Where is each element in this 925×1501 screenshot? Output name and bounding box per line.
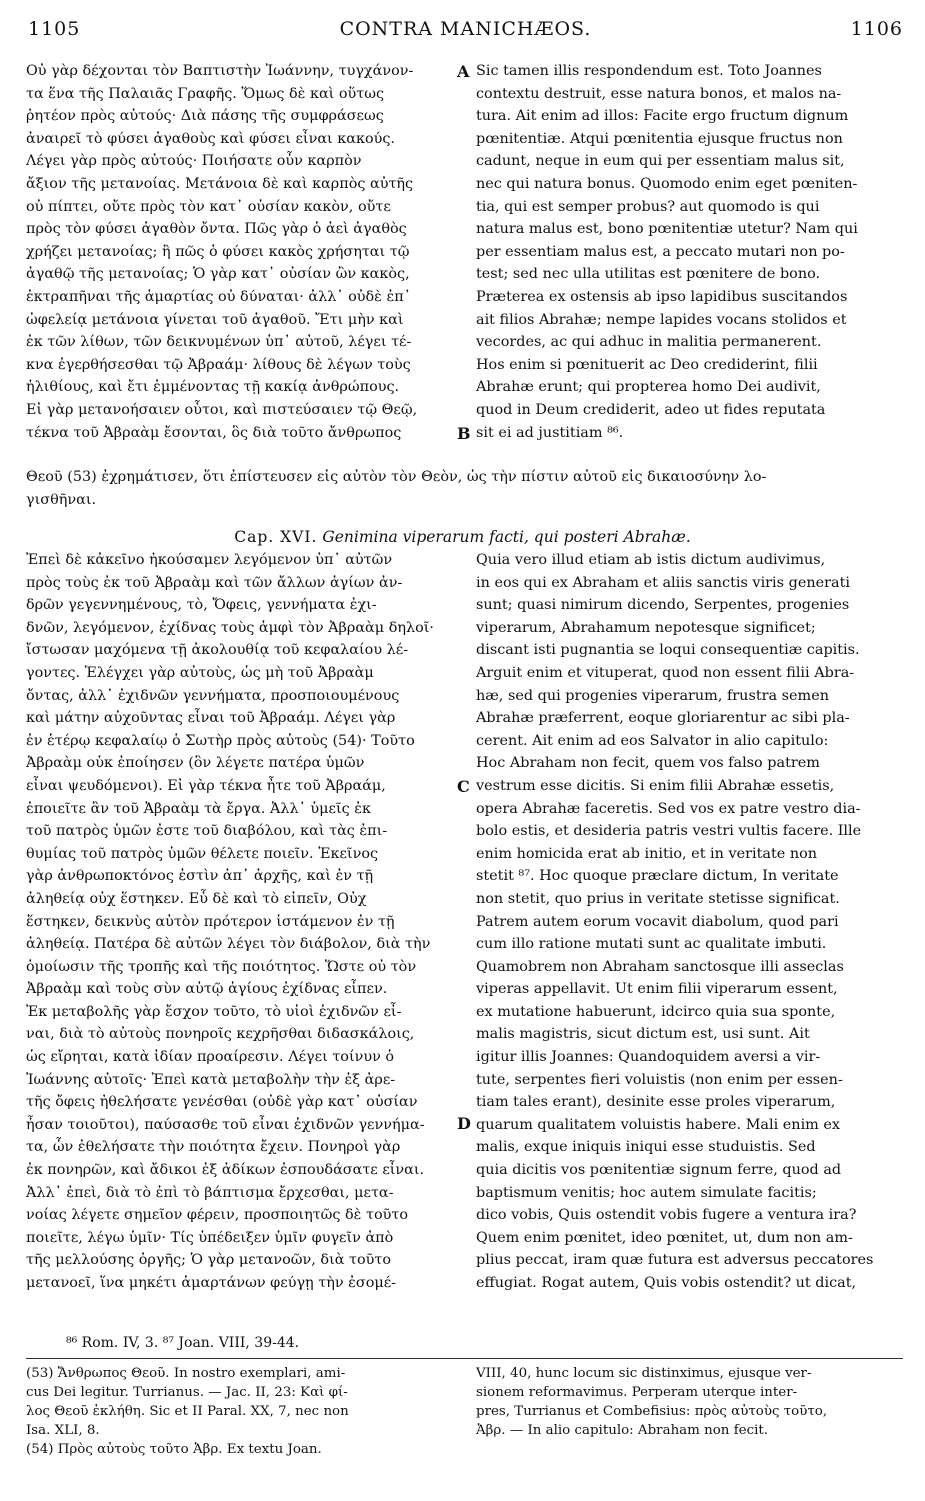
footnotes-right xyxy=(476,1364,903,1440)
text-line: Ἐπεὶ δὲ κἀκεῖνο ἠκούσαμεν λεγόμενον ὑπ᾽ αὐτῶν xyxy=(26,552,393,568)
text-line: μετανοεῖ, ἵνα μηκέτι ἁμαρτάνων φεύγῃ τὴν ἐσομέ- xyxy=(26,1275,397,1291)
text-line: ἐκ τῶν λίθων, τῶν δεικνυμένων ὑπ᾽ αὐτοῦ, λέγει τέ- xyxy=(26,334,412,351)
text-line: ποιεῖτε, λέγω ὑμῖν· Τίς ὑπέδειξεν ὑμῖν φυγεῖν ἀπὸ xyxy=(26,1229,394,1246)
text-line: Quamobrem non Abraham sanctosque illi asseclas xyxy=(476,958,844,975)
text-line: enim homicida erat ab initio, et in veritate non xyxy=(476,845,818,862)
margin-marker-c: C xyxy=(457,777,470,796)
text-line: pres, Turrianus et Combefisius: πρὸς αὐτοὺς τοῦτο, xyxy=(476,1404,828,1419)
text-line: sunt; quasi nimirum dicendo, Serpentes, progenies xyxy=(476,597,850,614)
text-line: Ἐκ μεταβολῆς γὰρ ἔσχον τοῦτο, τὸ υἱοὶ ἐχιδνῶν εἶ- xyxy=(26,1003,402,1020)
text-line: Præterea ex ostensis ab ipso lapidibus suscitandos xyxy=(476,288,848,305)
text-line: Λέγει γὰρ πρὸς αὐτούς· Ποιήσατε οὖν καρπὸν xyxy=(26,153,362,170)
text-line: ἄξιον τῆς μετανοίας. Μετάνοια δὲ καὶ καρπὸς αὐτῆς xyxy=(26,175,414,192)
text-line: opera Abrahæ faceretis. Sed vos ex patre vestro dia- xyxy=(476,800,861,817)
margin-marker-d: D xyxy=(457,1114,471,1133)
text-line: sit ei ad justitiam ⁸⁶. xyxy=(476,424,624,441)
text-line: sionem reformavimus. Perperam uterque inter- xyxy=(476,1385,798,1400)
text-line: γοντες. Ἐλέγχει γὰρ αὐτοὺς, ὡς μὴ τοῦ Ἀβραὰμ xyxy=(26,664,374,681)
text-line: (53) Ἄνθρωπος Θεοῦ. In nostro exemplari, ami- xyxy=(26,1366,346,1381)
text-line: ἀγαθῷ τῆς μετανοίας; Ὁ γὰρ κατ᾽ οὐσίαν ὢν κακὸς, xyxy=(26,266,410,283)
text-line: viperas appellavit. Ut enim filii viperarum essent, xyxy=(476,981,838,998)
text-line: ἐκ πονηρῶν, καὶ ἄδικοι ἐξ ἀδίκων ἐσπουδάσατε εἶναι. xyxy=(26,1162,425,1179)
text-line: ὠφελείᾳ μετάνοια γίνεται τοῦ ἀγαθοῦ. Ἔτι μὴν καὶ xyxy=(26,311,404,328)
chapter-number: Cap. XVI. xyxy=(234,528,318,546)
text-line: per essentiam malus est, a peccato mutari non po- xyxy=(476,243,845,260)
text-line: νοίας λέγετε σημεῖον φέρειν, προσποιητῶς δὲ τοῦτο xyxy=(26,1207,408,1224)
text-line: Εἰ γὰρ μετανοήσαιεν οὗτοι, καὶ πιστεύσαιεν τῷ Θεῷ, xyxy=(26,401,418,418)
text-line: ἦσαν τοιοῦτοι), παύσασθε τοῦ εἶναι ἐχιδνῶν γεννήμα- xyxy=(26,1116,425,1133)
text-line: ἕστηκεν, δεικνὺς αὐτὸν πρότερον ἱστάμενον ἐν τῇ xyxy=(26,913,395,930)
text-line: ex mutatione habuerunt, idcirco quia sua sponte, xyxy=(476,1003,836,1020)
text-line: ὄντας, ἀλλ᾽ ἐχιδνῶν γεννήματα, προσποιουμένους xyxy=(26,687,400,704)
text-line: Hos enim si pœnituerit ac Deo crediderint, filii xyxy=(476,356,818,373)
text-line: Quia vero illud etiam ab istis dictum audivimus, xyxy=(476,552,826,568)
latin-column-top xyxy=(476,60,903,444)
text-line: Quem enim pœnitet, ideo pœnitet, ut, dum non am- xyxy=(476,1229,853,1246)
text-line: in eos qui ex Abraham et aliis sanctis viris generati xyxy=(476,574,850,591)
text-line: πρὸς τὸν φύσει ἀγαθὸν ὄντα. Πῶς γὰρ ὁ ἀεὶ ἀγαθὸς xyxy=(26,221,407,238)
footnote-divider xyxy=(26,1358,903,1359)
text-line: hæ, sed qui progenies viperarum, frustra semen xyxy=(476,687,829,704)
text-line: Ἀβρ. — In alio capitulo: Abraham non fecit. xyxy=(476,1423,768,1438)
text-line: οὐ πίπτει, οὔτε πρὸς τὸν κατ᾽ οὐσίαν κακὸν, οὔτε xyxy=(26,198,391,215)
text-line: tia, qui est semper probus? aut quomodo is qui xyxy=(476,198,820,215)
chapter-title: Genimina viperarum facti, qui posteri Abrahæ. xyxy=(322,528,691,546)
text-line: malis magistris, sicut dictum est, usi sunt. Ait xyxy=(476,1026,810,1043)
footnotes-left xyxy=(26,1364,456,1459)
margin-marker-b: B xyxy=(457,424,471,443)
text-line: ἐν ἑτέρῳ κεφαλαίῳ ὁ Σωτὴρ πρὸς αὐτοὺς (54)· Τοῦτο xyxy=(26,732,415,749)
page-header xyxy=(28,18,903,48)
page-number-right: 1106 xyxy=(850,18,903,40)
text-line: Abrahæ præferrent, eoque gloriarentur ac sibi pla- xyxy=(476,710,850,727)
text-line: natura malus est, bono pœnitentiæ utetur? Nam qui xyxy=(476,221,858,238)
text-line: discant isti pugnantia se loqui consequentiæ capitis. xyxy=(476,642,860,659)
text-line: τῆς μελλούσης ὀργῆς; Ὁ γὰρ μετανοῶν, διὰ τοῦτο xyxy=(26,1252,392,1269)
text-line: τα, ὧν ἐθελήσατε τὴν ποιότητα ἔχειν. Πονηροὶ γὰρ xyxy=(26,1139,401,1156)
text-line: pœnitentiæ. Atqui pœnitentia ejusque fructus non xyxy=(476,130,843,147)
text-line: tura. Ait enim ad illos: Facite ergo fructum dignum xyxy=(476,108,849,125)
text-line: cus Dei legitur. Turrianus. — Jac. II, 23: Καὶ φί- xyxy=(26,1385,348,1400)
text-line: Patrem autem eorum vocavit diabolum, quod pari xyxy=(476,913,839,930)
text-line: ἐκτραπῆναι τῆς ἁμαρτίας οὐ δύναται· ἀλλ᾽ οὐδὲ ἐπ᾽ xyxy=(26,288,411,305)
text-line: ait filios Abrahæ; nempe lapides vocans stolidos et xyxy=(476,311,847,328)
text-line: τοῦ πατρὸς ὑμῶν ἐστε τοῦ διαβόλου, καὶ τὰς ἐπι- xyxy=(26,823,388,840)
text-line: Abrahæ erunt; qui propterea homo Dei audivit, xyxy=(476,379,821,396)
text-line: πρὸς τοὺς ἐκ τοῦ Ἀβραὰμ καὶ τῶν ἄλλων ἁγίων ἀν- xyxy=(26,574,403,591)
text-line: effugiat. Rogat autem, Quis vobis ostendit? ut dicat, xyxy=(476,1275,857,1291)
text-line: Arguit enim et vituperat, quod non essent filii Abra- xyxy=(476,664,855,681)
text-line: cerent. Ait enim ad eos Salvator in alio capitulo: xyxy=(476,732,829,749)
text-line: tute, serpentes fieri voluistis (non enim per essen- xyxy=(476,1071,843,1088)
greek-column-main xyxy=(26,549,454,1295)
text-line: tiam tales erant), desinite esse proles viperarum, xyxy=(476,1094,836,1111)
text-line: Hoc Abraham non fecit, quem vos falso patrem xyxy=(476,755,820,772)
text-line: λος Θεοῦ ἐκλήθη. Sic et II Paral. XX, 7, nec non xyxy=(26,1404,349,1419)
text-line: ἴστωσαν μαχόμενα τῇ ἀκολουθίᾳ τοῦ κεφαλαίου λέ- xyxy=(26,642,409,659)
text-line: ἐποιεῖτε ἂν τοῦ Ἀβραὰμ τὰ ἔργα. Ἀλλ᾽ ὑμεῖς ἐκ xyxy=(26,800,371,817)
text-line: quarum qualitatem voluistis habere. Mali enim ex xyxy=(476,1116,841,1133)
text-line: εἶναι ψευδόμενοι). Εἰ γὰρ τέκνα ἦτε τοῦ Ἀβραάμ, xyxy=(26,777,386,794)
margin-marker-a: A xyxy=(457,62,470,81)
text-line: Θεοῦ (53) ἐχρημάτισεν, ὅτι ἐπίστευσεν εἰς αὐτὸν τὸν Θεὸν, ὡς τὴν πίστιν αὐτοῦ εἰς δικαιοσύνην λο- xyxy=(26,469,767,485)
text-line: ἀληθείᾳ. Πατέρα δὲ αὐτῶν λέγει τὸν διάβολον, διὰ τὴν xyxy=(26,936,431,953)
text-line: χρήζει μετανοίας; ἢ πῶς ὁ φύσει κακὸς χρήσηται τῷ xyxy=(26,243,410,260)
greek-full-width-line xyxy=(26,466,903,511)
text-line: δνῶν, λεγόμενον, ἐχίδνας τοὺς ἀμφὶ τὸν Ἀβραὰμ δηλοῖ· xyxy=(26,619,434,636)
text-line: baptismum venitis; hoc autem simulate facitis; xyxy=(476,1184,817,1201)
running-title: CONTRA MANICHÆOS. xyxy=(339,18,592,40)
text-line: καὶ μάτην αὐχοῦντας εἶναι τοῦ Ἀβραάμ. Λέγει γὰρ xyxy=(26,710,396,727)
page-number-left: 1105 xyxy=(28,18,81,40)
text-line: bolo estis, et desideria patris vestri vultis facere. Ille xyxy=(476,823,862,840)
chapter-heading xyxy=(0,528,925,546)
greek-column-top xyxy=(26,60,454,444)
text-line: plius peccat, iram quæ futura est adversus peccatores xyxy=(476,1252,874,1269)
text-line: Ἀβραὰμ οὐκ ἐποίησεν (ὃν λέγετε πατέρα ὑμῶν xyxy=(26,755,365,772)
text-line: contextu destruit, esse natura bonos, et malos na- xyxy=(476,85,842,102)
text-line: Ἰωάννης αὐτοῖς· Ἐπεὶ κατὰ μεταβολὴν τὴν ἐξ ἀρε- xyxy=(26,1071,396,1088)
text-line: igitur illis Joannes: Quandoquidem aversi a vir- xyxy=(476,1049,821,1066)
text-line: (54) Πρὸς αὐτοὺς τοῦτο Ἀβρ. Ex textu Joan. xyxy=(26,1442,322,1457)
text-line: VIII, 40, hunc locum sic distinximus, ejusque ver- xyxy=(476,1366,812,1381)
text-line: malis, exque iniquis iniqui esse studuistis. Sed xyxy=(476,1139,816,1156)
text-line: γισθῆναι. xyxy=(26,491,97,508)
text-line: nec qui natura bonus. Quomodo enim eget pœniten- xyxy=(476,175,858,192)
text-line: ἠλιθίους, καὶ ἔτι ἐμμένοντας τῇ κακίᾳ ἀνθρώπους. xyxy=(26,379,400,396)
text-line: κνα ἐγερθήσεσθαι τῷ Ἀβραάμ· λίθους δὲ λέγων τοὺς xyxy=(26,356,411,373)
text-line: θυμίας τοῦ πατρὸς ὑμῶν θέλετε ποιεῖν. Ἐκεῖνος xyxy=(26,845,379,862)
text-line: δρῶν γεγεννημένους, τὸ, Ὄφεις, γεννήματα ἐχι- xyxy=(26,597,377,614)
text-line: Οὐ γὰρ δέχονται τὸν Βαπτιστὴν Ἰωάννην, τυγχάνον- xyxy=(26,63,414,79)
text-line: quia dicitis vos pœnitentiæ signum ferre, quod ad xyxy=(476,1162,842,1179)
text-line: Sic tamen illis respondendum est. Toto Joannes xyxy=(476,63,822,79)
text-line: vecordes, ac qui adhuc in malitia permanerent. xyxy=(476,334,822,351)
text-line: ἀληθείᾳ οὐχ ἕστηκεν. Εὖ δὲ καὶ τὸ εἰπεῖν, Οὐχ xyxy=(26,890,367,907)
text-line: Isa. XLI, 8. xyxy=(26,1423,100,1438)
text-line: τῆς ὄφεις ἠθελήσατε γενέσθαι (οὐδὲ γὰρ κατ᾽ οὐσίαν xyxy=(26,1094,418,1111)
text-line: ῥητέον πρὸς αὐτούς· Διὰ πάσης τῆς συμφράσεως xyxy=(26,108,384,125)
text-line: cum illo ratione mutati sunt ac qualitate imbuti. xyxy=(476,936,827,953)
text-line: τέκνα τοῦ Ἀβραὰμ ἔσονται, ὃς διὰ τοῦτο ἄνθρωπος xyxy=(26,424,402,441)
text-line: dico vobis, Quis ostendit vobis fugere a ventura ira? xyxy=(476,1207,857,1224)
text-line: vestrum esse dicitis. Si enim filii Abrahæ essetis, xyxy=(476,777,835,794)
text-line: cadunt, neque in eum qui per essentiam malus sit, xyxy=(476,153,845,170)
text-line: stetit ⁸⁷. Hoc quoque præclare dictum, In veritate xyxy=(476,868,839,885)
text-line: τα ἕνα τῆς Παλαιᾶς Γραφῆς. Ὅμως δὲ καὶ οὕτως xyxy=(26,85,385,102)
text-line: ἀναιρεῖ τὸ φύσει ἀγαθοὺς καὶ φύσει εἶναι κακούς. xyxy=(26,130,396,147)
text-line: ὁμοίωσιν τῆς τροπῆς καὶ τῆς ποιότητος. Ὥστε οὐ τὸν xyxy=(26,958,417,975)
text-line: ναι, διὰ τὸ αὐτοὺς πονηροῖς κεχρῆσθαι διδασκάλοις, xyxy=(26,1026,415,1043)
text-line: ὡς εἴρηται, κατὰ ἰδίαν προαίρεσιν. Λέγει τοίνυν ὁ xyxy=(26,1049,395,1066)
latin-column-main xyxy=(476,549,903,1295)
text-line: test; sed nec ulla utilitas est pœnitere de bono. xyxy=(476,266,821,283)
text-line: Ἀλλ᾽ ἐπεὶ, διὰ τὸ ἐπὶ τὸ βάπτισμα ἔρχεσθαι, μετα- xyxy=(26,1184,394,1201)
text-line: non stetit, quo prius in veritate stetisse significat. xyxy=(476,890,840,907)
scripture-references: ⁸⁶ Rom. IV, 3. ⁸⁷ Joan. VIII, 39-44. xyxy=(66,1335,300,1351)
text-line: viperarum, Abrahamum nepotesque significet; xyxy=(476,619,816,636)
text-line: γὰρ ἀνθρωποκτόνος ἐστὶν ἀπ᾽ ἀρχῆς, καὶ ἐν τῇ xyxy=(26,868,374,885)
text-line: quod in Deum crediderit, adeo ut fides reputata xyxy=(476,401,826,418)
text-line: Ἀβραὰμ καὶ τοὺς σὺν αὐτῷ ἁγίους ἐχίδνας εἶπεν. xyxy=(26,981,388,998)
